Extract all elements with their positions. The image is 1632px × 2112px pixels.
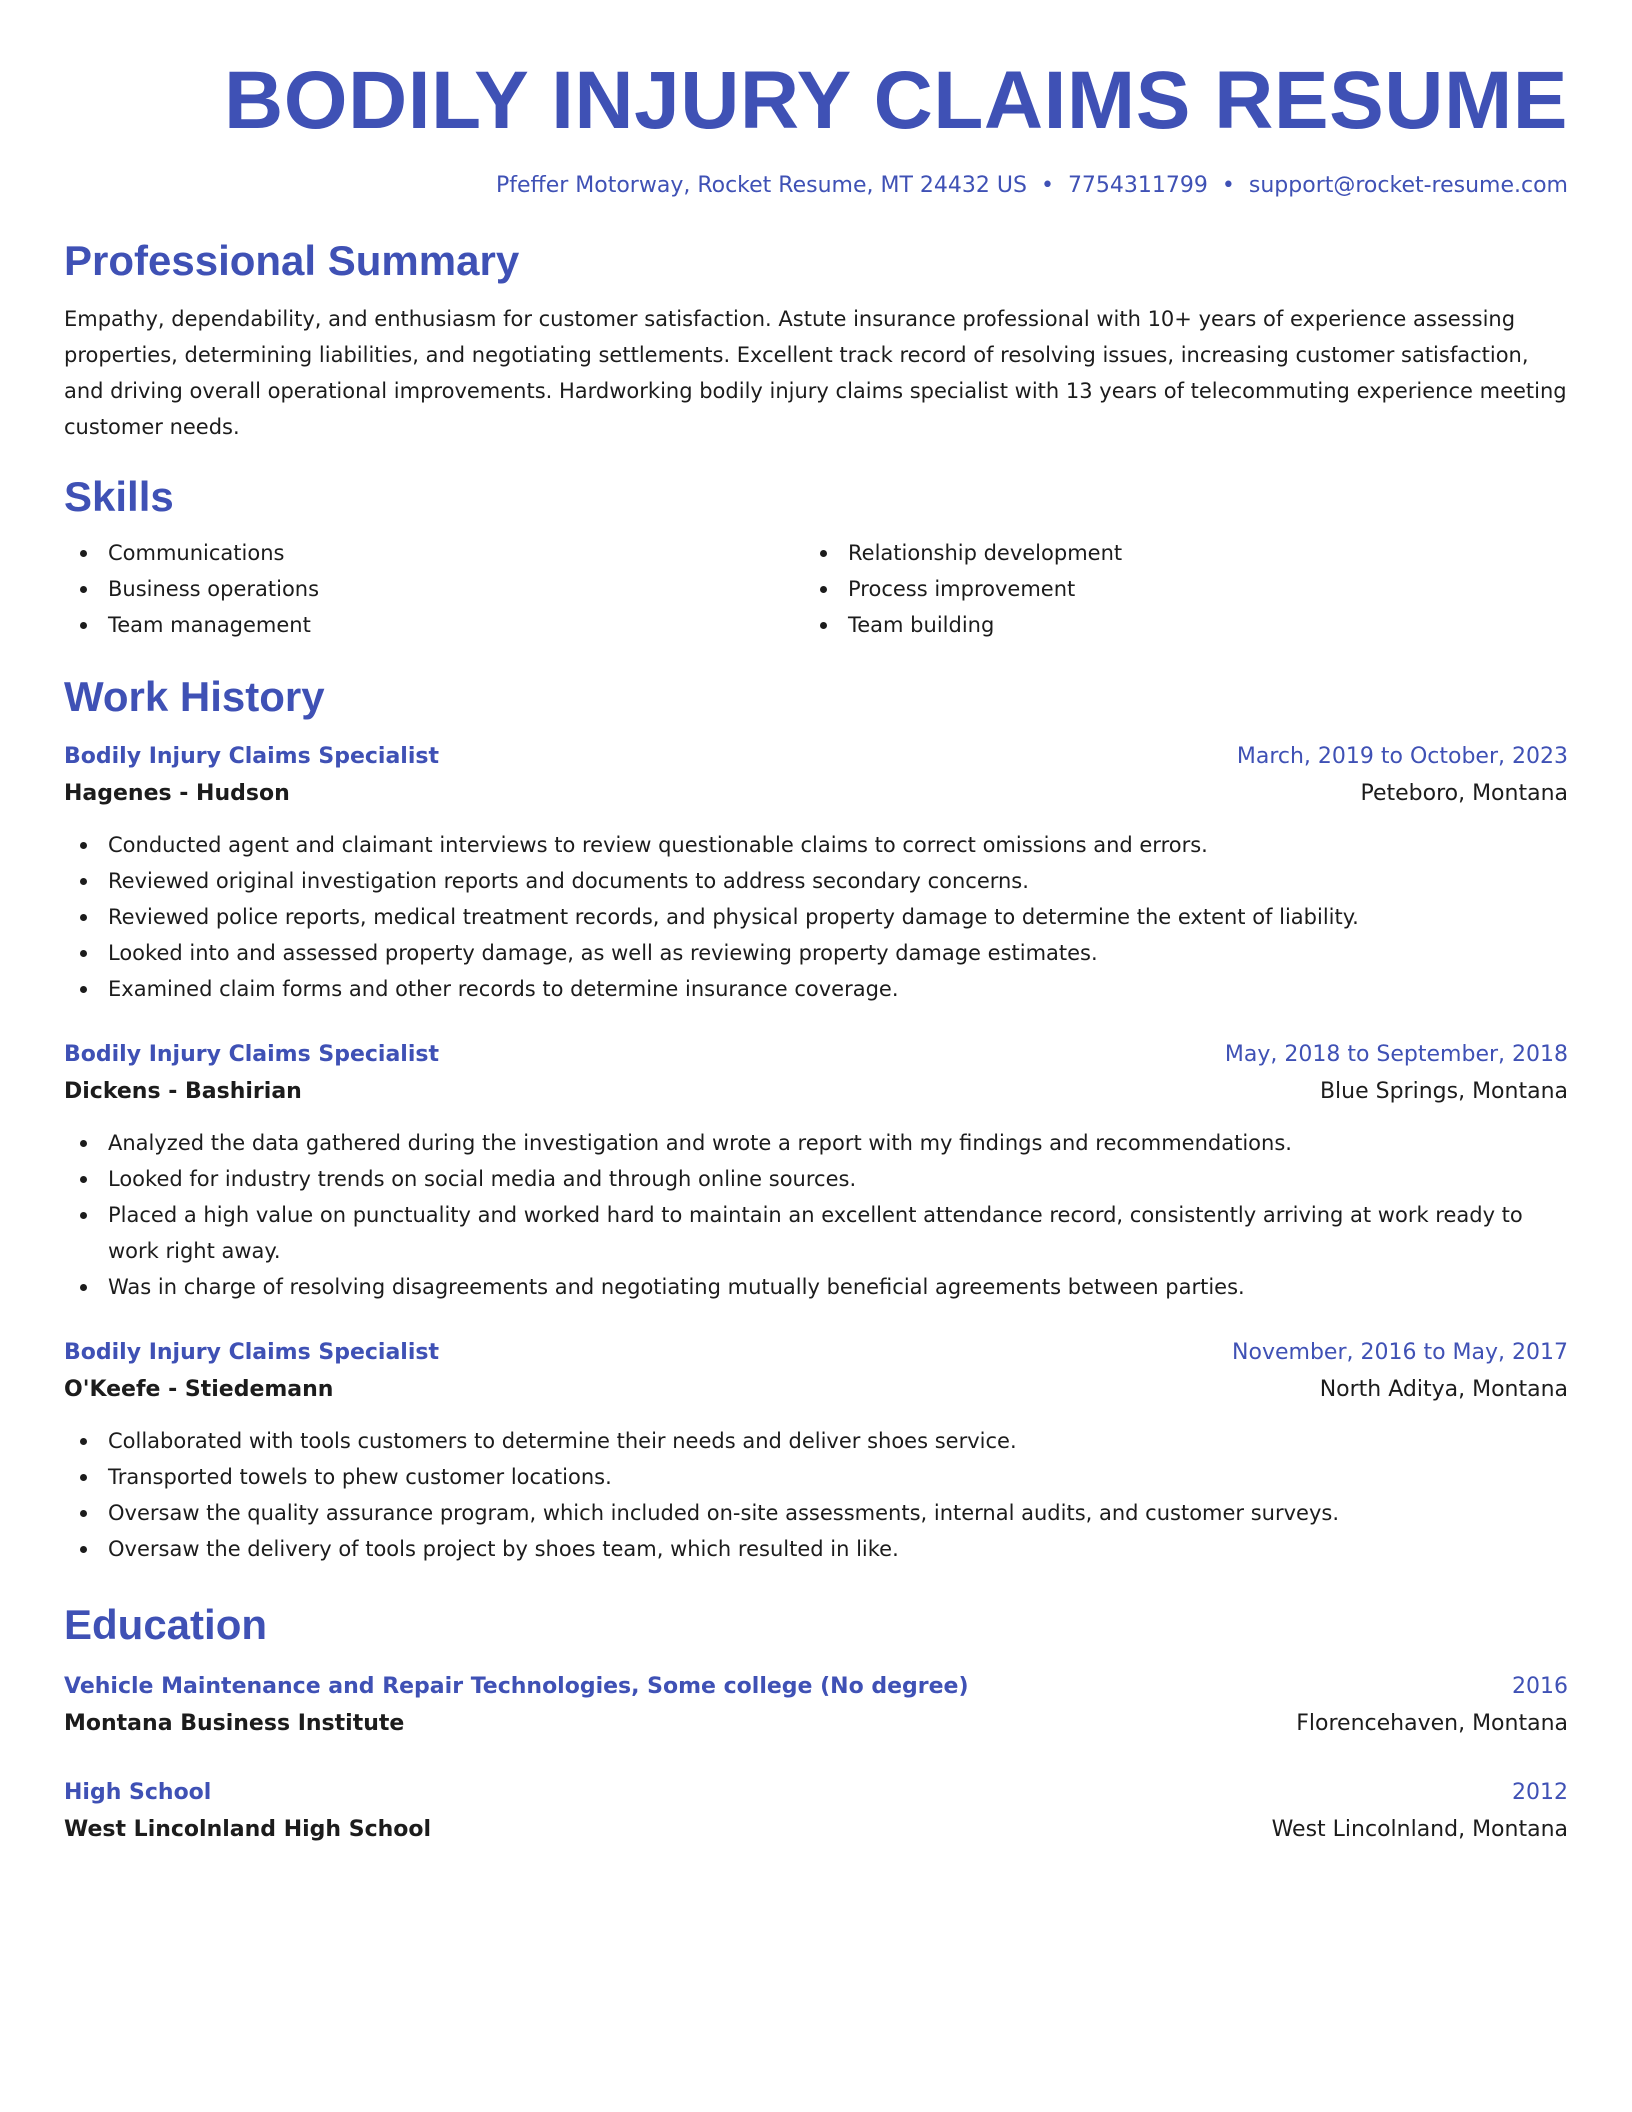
skill-item: Business operations: [64, 571, 804, 607]
job-entry: [64, 1335, 1568, 1567]
contact-separator: •: [1040, 173, 1054, 198]
job-company: Dickens - Bashirian: [64, 1079, 302, 1104]
job-title: Bodily Injury Claims Specialist: [64, 1340, 439, 1365]
work-history-heading: Work History: [64, 673, 325, 720]
job-bullet: Examined claim forms and other records to determine insurance coverage.: [64, 971, 1568, 1007]
job-bullet: Reviewed original investigation reports and documents to address secondary concerns.: [64, 863, 1568, 899]
education-entry: [64, 1669, 1568, 1743]
job-location: North Aditya, Montana: [1319, 1377, 1568, 1402]
job-company-row: [64, 1371, 1568, 1409]
job-entry: [64, 1037, 1568, 1305]
job-company-row: [64, 775, 1568, 813]
job-location: Peteboro, Montana: [1360, 781, 1568, 806]
job-bullet: Placed a high value on punctuality and worked hard to maintain an excellent attendance record, consistently arriving at work ready to work right away.: [64, 1197, 1568, 1269]
skills-column-right: [804, 535, 1544, 643]
skills-list: [64, 535, 1568, 643]
job-bullet: Collaborated with tools customers to determine their needs and deliver shoes service.: [64, 1423, 1568, 1459]
resume-title: BODILY INJURY CLAIMS RESUME: [224, 55, 1568, 146]
education-degree: Vehicle Maintenance and Repair Technologies, Some college (No degree): [64, 1674, 969, 1699]
job-bullet: Looked into and assessed property damage, as well as reviewing property damage estimates.: [64, 935, 1568, 971]
job-location: Blue Springs, Montana: [1319, 1079, 1568, 1104]
job-bullet: Transported towels to phew customer locations.: [64, 1459, 1568, 1495]
skills-column-left: [64, 535, 804, 643]
job-bullet: Reviewed police reports, medical treatment records, and physical property damage to determine the extent of liability.: [64, 899, 1568, 935]
education-degree: High School: [64, 1780, 212, 1805]
education-school: Montana Business Institute: [64, 1711, 405, 1736]
education-school: West Lincolnland High School: [64, 1817, 432, 1842]
job-bullet: Was in charge of resolving disagreements and negotiating mutually beneficial agreements between parties.: [64, 1269, 1568, 1305]
summary-text: Empathy, dependability, and enthusiasm for customer satisfaction. Astute insurance professional with 10+ years of experience assessing properties, determining liabilities, and negotiating settlements. Excellent track record of resolving issues, increasing customer satisfaction, and driving overall operational improvements. Hardworking bodily injury claims specialist with 13 years of telecommuting experience meeting customer needs.: [64, 307, 1567, 439]
skill-item: Process improvement: [804, 571, 1544, 607]
job-bullet: Oversaw the delivery of tools project by shoes team, which resulted in like.: [64, 1531, 1568, 1567]
summary-heading: Professional Summary: [64, 237, 520, 284]
education-school-row: [64, 1811, 1568, 1849]
education-school-row: [64, 1705, 1568, 1743]
job-header-row: [64, 1335, 1568, 1371]
job-bullet: Looked for industry trends on social media and through online sources.: [64, 1161, 1568, 1197]
job-bullets: [64, 1423, 1568, 1567]
contact-separator: •: [1221, 173, 1235, 198]
skill-item: Team management: [64, 607, 804, 643]
job-title: Bodily Injury Claims Specialist: [64, 1042, 439, 1067]
skill-item: Relationship development: [804, 535, 1544, 571]
job-bullet: Analyzed the data gathered during the investigation and wrote a report with my findings and recommendations.: [64, 1125, 1568, 1161]
education-header-row: [64, 1669, 1568, 1705]
job-dates: March, 2019 to October, 2023: [1236, 744, 1568, 769]
education-location: West Lincolnland, Montana: [1271, 1817, 1568, 1842]
skill-item: Team building: [804, 607, 1544, 643]
job-bullet: Oversaw the quality assurance program, which included on-site assessments, internal audits, and customer surveys.: [64, 1495, 1568, 1531]
job-header-row: [64, 1037, 1568, 1073]
job-header-row: [64, 739, 1568, 775]
contact-email: support@rocket-resume.com: [1248, 173, 1568, 198]
skill-item: Communications: [64, 535, 804, 571]
education-header-row: [64, 1775, 1568, 1811]
job-bullets: [64, 827, 1568, 1007]
education-entry: [64, 1775, 1568, 1849]
job-dates: November, 2016 to May, 2017: [1232, 1340, 1568, 1365]
job-bullets: [64, 1125, 1568, 1305]
education-year: 2012: [1512, 1780, 1568, 1805]
job-company: O'Keefe - Stiedemann: [64, 1377, 334, 1402]
job-dates: May, 2018 to September, 2018: [1224, 1042, 1568, 1067]
job-entry: [64, 739, 1568, 1007]
job-bullet: Conducted agent and claimant interviews to review questionable claims to correct omissions and errors.: [64, 827, 1568, 863]
education-location: Florencehaven, Montana: [1296, 1711, 1568, 1736]
education-year: 2016: [1512, 1674, 1568, 1699]
job-company-row: [64, 1073, 1568, 1111]
contact-line: [64, 170, 1568, 202]
skills-heading: Skills: [64, 473, 174, 520]
job-title: Bodily Injury Claims Specialist: [64, 744, 439, 769]
contact-phone: 7754311799: [1067, 173, 1208, 198]
contact-address: Pfeffer Motorway, Rocket Resume, MT 24432 US: [496, 173, 1027, 198]
education-heading: Education: [64, 1601, 268, 1648]
job-company: Hagenes - Hudson: [64, 781, 290, 806]
